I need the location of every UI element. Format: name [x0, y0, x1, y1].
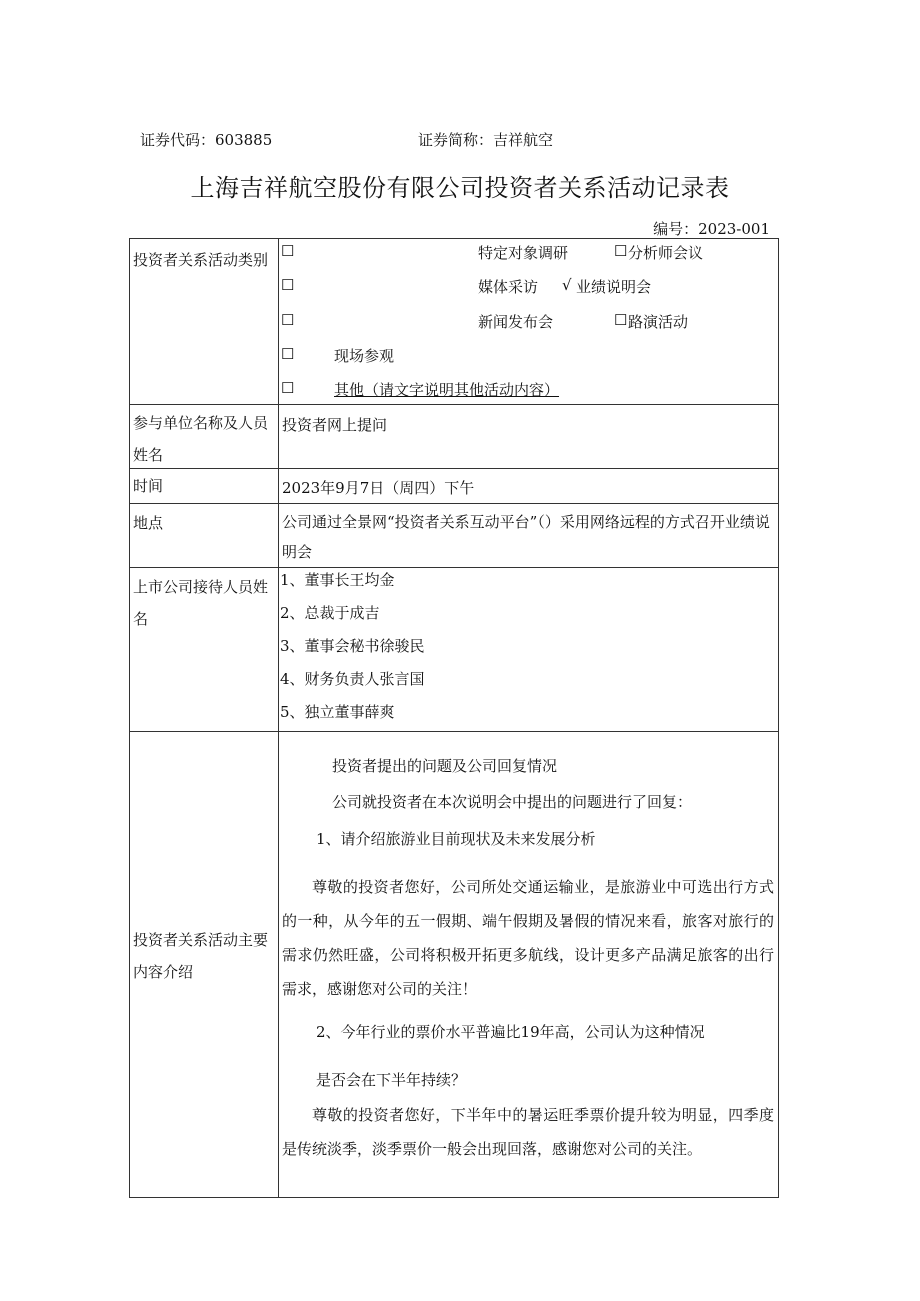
checkbox-site-visit[interactable]: ☐ [281, 345, 295, 363]
checkbox-analyst[interactable]: ☐ [614, 242, 628, 260]
checkbox-media[interactable]: ☐ [281, 276, 295, 294]
reception-item: 1、董事长王均金 [280, 571, 395, 589]
answer-2: 尊敬的投资者您好，下半年中的暑运旺季票价提升较为明显，四季度是传统淡季，淡季票价一般会出现回落，感谢您对公司的关注。 [282, 1106, 774, 1158]
option-other-label: 其他（请文字说明其他活动内容） [334, 381, 560, 399]
question-1: 1、请介绍旅游业目前现状及未来发展分析 [316, 830, 596, 848]
row-divider [129, 567, 779, 568]
question-2-line-1: 2、今年行业的票价水平普遍比19年高，公司认为这种情况 [316, 1023, 705, 1041]
checkbox-research[interactable]: ☐ [281, 242, 295, 260]
option-site-visit-label: 现场参观 [334, 347, 395, 365]
option-roadshow-label: 路演活动 [628, 313, 689, 331]
security-short-name: 证券简称：吉祥航空 [418, 131, 554, 149]
reception-item: 4、财务负责人张言国 [280, 670, 425, 688]
answer-1: 尊敬的投资者您好，公司所处交通运输业，是旅游业中可选出行方式的一种，从今年的五一假期、端午假期及暑假的情况来看，旅客对旅行的需求仍然旺盛，公司将积极开拓更多航线，设计更多产品满足旅客的出行需求，感谢您对公司的关注！ [282, 878, 774, 998]
content-intro: 公司就投资者在本次说明会中提出的问题进行了回复： [332, 793, 693, 811]
option-research-label: 特定对象调研 [478, 244, 569, 262]
column-divider [278, 238, 279, 1198]
security-code: 证券代码：603885 [140, 131, 273, 149]
document-title: 上海吉祥航空股份有限公司投资者关系活动记录表 [190, 174, 730, 202]
row-divider [129, 731, 779, 732]
participants-label: 参与单位名称及人员姓名 [133, 414, 269, 464]
content-label: 投资者关系活动主要内容介绍 [133, 931, 269, 981]
row-divider [129, 503, 779, 504]
time-label: 时间 [133, 477, 164, 495]
time-value: 2023年9月7日（周四）下午 [282, 479, 475, 497]
serial-number: 编号：2023-001 [653, 220, 770, 238]
reception-label: 上市公司接待人员姓名 [133, 578, 269, 628]
checkbox-other[interactable]: ☐ [281, 379, 295, 397]
check-mark-icon[interactable]: √ [562, 276, 572, 294]
row-divider [129, 404, 779, 405]
checkbox-press[interactable]: ☐ [281, 311, 295, 329]
place-value: 公司通过全景网“投资者关系互动平台”（）采用网络远程的方式召开业绩说明会 [282, 513, 770, 561]
option-analyst-label: 分析师会议 [628, 244, 704, 262]
activity-type-label: 投资者关系活动类别 [133, 251, 269, 269]
reception-item: 3、董事会秘书徐骏民 [280, 637, 425, 655]
participants-value: 投资者网上提问 [282, 416, 388, 434]
content-heading: 投资者提出的问题及公司回复情况 [332, 757, 558, 775]
question-2-line-2: 是否会在下半年持续？ [316, 1071, 467, 1089]
option-press-label: 新闻发布会 [478, 313, 554, 331]
reception-item: 2、总裁于成吉 [280, 604, 380, 622]
option-results-briefing-label: 业绩说明会 [576, 278, 652, 296]
option-media-label: 媒体采访 [478, 278, 539, 296]
place-label: 地点 [133, 514, 164, 532]
checkbox-roadshow[interactable]: ☐ [614, 311, 628, 329]
reception-item: 5、独立董事薛爽 [280, 703, 395, 721]
